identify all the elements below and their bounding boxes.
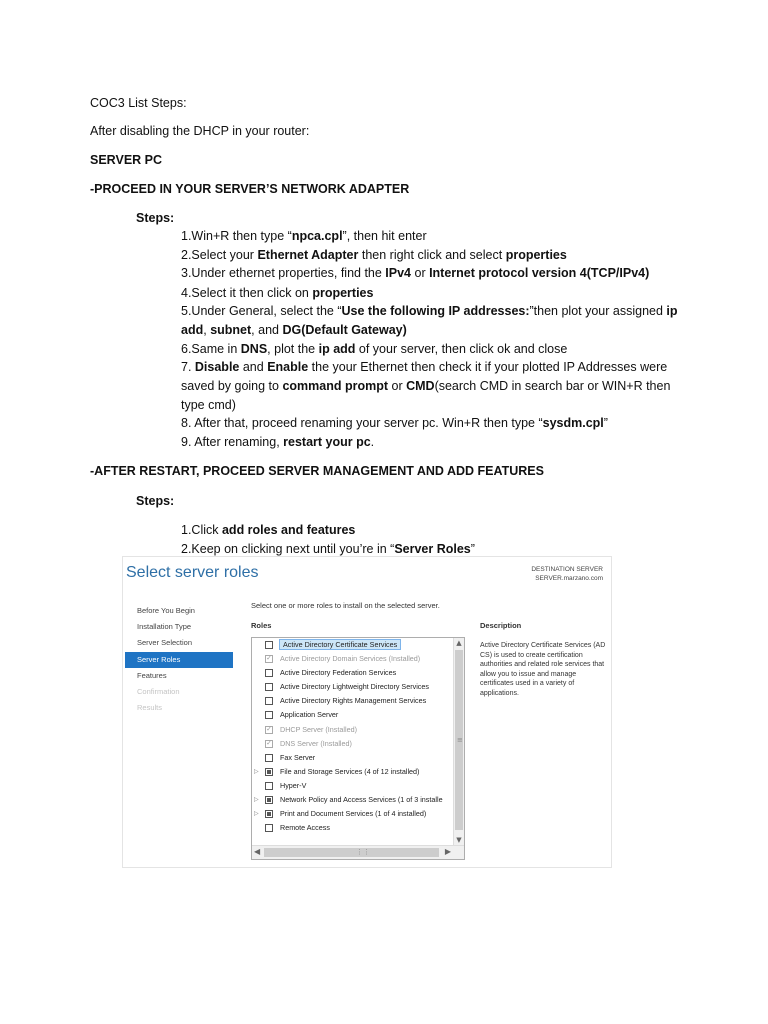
nav-item-features[interactable]: Features: [137, 670, 167, 680]
nav-item-server-roles[interactable]: Server Roles: [125, 652, 233, 668]
role-label: Active Directory Federation Services: [280, 668, 397, 678]
role-label: Remote Access: [280, 823, 330, 833]
server-roles-screenshot: [122, 556, 612, 868]
role-checkbox[interactable]: [265, 641, 273, 649]
scroll-thumb[interactable]: [455, 650, 463, 830]
step1-item-2: 2.Select your Ethernet Adapter then right click and select properties: [181, 248, 567, 262]
expand-arrow-icon[interactable]: ▷: [254, 811, 259, 818]
role-label: File and Storage Services (4 of 12 installed): [280, 766, 420, 776]
role-label: Network Policy and Access Services (1 of 3 installe: [280, 795, 443, 805]
role-label: Active Directory Domain Services (Installed): [280, 654, 421, 664]
role-row[interactable]: [252, 652, 464, 666]
steps-label-2: Steps:: [136, 494, 175, 508]
step2-item-1: 1.Click add roles and features: [181, 523, 356, 537]
nav-item-installation-type[interactable]: Installation Type: [137, 622, 192, 632]
role-row[interactable]: [252, 694, 464, 708]
role-checkbox[interactable]: [265, 669, 273, 677]
step2-item-2: 2.Keep on clicking next until you’re in “Server Roles”: [181, 542, 475, 556]
intro-text: After disabling the DHCP in your router:: [90, 124, 310, 138]
expand-arrow-icon[interactable]: ▷: [254, 768, 259, 775]
role-checkbox[interactable]: [265, 824, 273, 832]
hgrip-icon: ⋮⋮: [356, 848, 370, 856]
role-checkbox: ✓: [266, 739, 272, 747]
wizard-nav: [125, 603, 233, 716]
nav-item-before-you-begin[interactable]: Before You Begin: [137, 606, 195, 615]
role-checkbox[interactable]: [265, 754, 273, 762]
role-label: Active Directory Rights Management Services: [280, 696, 427, 706]
doc-title: COC3 List Steps:: [90, 96, 187, 110]
role-row[interactable]: [252, 779, 464, 793]
wizard-instruction: Select one or more roles to install on the selected server.: [251, 601, 440, 610]
server-pc-heading: SERVER PC: [90, 153, 163, 167]
roles-vertical-scrollbar[interactable]: [453, 638, 464, 845]
role-checkbox[interactable]: [265, 711, 273, 719]
scroll-up-icon[interactable]: ▲: [456, 639, 462, 647]
role-checkbox[interactable]: [265, 782, 273, 790]
scroll-right-icon[interactable]: ▶: [444, 847, 451, 856]
section1-heading: -PROCEED IN YOUR SERVER’S NETWORK ADAPTER: [90, 182, 410, 196]
role-row[interactable]: [252, 821, 464, 835]
section2-heading: -AFTER RESTART, PROCEED SERVER MANAGEMENT AND ADD FEATURES: [90, 464, 544, 478]
role-checkbox[interactable]: [265, 697, 273, 705]
role-row[interactable]: [252, 723, 464, 737]
role-checkbox[interactable]: [265, 768, 273, 776]
role-label: DNS Server (Installed): [280, 738, 352, 748]
role-label: DHCP Server (Installed): [280, 724, 357, 734]
step1-item-7: 7. Disable and Enable the your Ethernet then check it if your plotted IP Addresses were: [181, 360, 668, 374]
roles-list[interactable]: [251, 637, 465, 860]
step1-item-3: 3.Under ethernet properties, find the IPv4 or Internet protocol version 4(TCP/IPv4): [181, 266, 650, 280]
role-label: Fax Server: [280, 752, 316, 762]
step1-item-7-cont: saved by going to command prompt or CMD(search CMD in search bar or WIN+R then: [181, 379, 671, 393]
role-row[interactable]: [252, 765, 464, 779]
role-label: Print and Document Services (1 of 4 installed): [280, 809, 427, 819]
role-row[interactable]: [252, 807, 464, 821]
roles-horizontal-scrollbar[interactable]: [252, 845, 465, 859]
destination-label: DESTINATION SERVER: [531, 566, 603, 573]
step1-item-6: 6.Same in DNS, plot the ip add of your server, then click ok and close: [181, 342, 568, 356]
wizard-title: Select server roles: [126, 564, 259, 581]
description-header: Description: [480, 621, 522, 630]
roles-header: Roles: [251, 621, 272, 630]
scroll-down-icon[interactable]: ▼: [456, 836, 462, 844]
step1-item-9: 9. After renaming, restart your pc.: [181, 435, 375, 449]
role-label: Hyper-V: [280, 780, 307, 790]
nav-item-confirmation: Confirmation: [137, 686, 180, 696]
step1-item-7-cont2: type cmd): [181, 398, 236, 412]
destination-server: [531, 565, 603, 583]
role-description: Active Directory Certificate Services (AD CS) is used to create certification authorities and related role services that allow you to issue and manage certificates used in a variety of applications.: [480, 642, 606, 697]
step1-item-5-cont: add, subnet, and DG(Default Gateway): [181, 323, 407, 337]
scroll-left-icon[interactable]: ◀: [254, 847, 261, 856]
role-row[interactable]: [252, 638, 464, 652]
role-row[interactable]: [252, 793, 464, 807]
nav-item-server-selection[interactable]: Server Selection: [137, 638, 193, 648]
role-label: Application Server: [280, 710, 339, 720]
role-label: Active Directory Certificate Services: [280, 640, 400, 649]
role-checkbox[interactable]: [265, 796, 273, 804]
role-checkbox: ✓: [266, 725, 272, 733]
role-row[interactable]: [252, 708, 464, 722]
steps-label-1: Steps:: [136, 211, 175, 225]
destination-server-name: SERVER.marzano.com: [535, 575, 603, 582]
role-checkbox: ✓: [266, 655, 272, 663]
step1-item-4: 4.Select it then click on properties: [181, 286, 374, 300]
step1-item-8: 8. After that, proceed renaming your server pc. Win+R then type “sysdm.cpl”: [181, 416, 608, 430]
hscroll-thumb[interactable]: [264, 848, 439, 857]
role-checkbox[interactable]: [265, 683, 273, 691]
role-row[interactable]: [252, 751, 464, 765]
step1-item-5: 5.Under General, select the “Use the following IP addresses:”then plot your assigned ip: [181, 304, 678, 318]
role-row[interactable]: [252, 680, 464, 694]
role-label: Active Directory Lightweight Directory Services: [280, 682, 429, 692]
role-row[interactable]: [252, 737, 464, 751]
nav-item-results: Results: [137, 703, 163, 713]
role-row[interactable]: [252, 666, 464, 680]
expand-arrow-icon[interactable]: ▷: [254, 797, 259, 804]
grip-icon: ≡: [457, 736, 463, 744]
role-checkbox[interactable]: [265, 810, 273, 818]
roles-list-items: [252, 638, 464, 835]
step1-item-1: 1.Win+R then type “npca.cpl”, then hit enter: [181, 229, 427, 243]
